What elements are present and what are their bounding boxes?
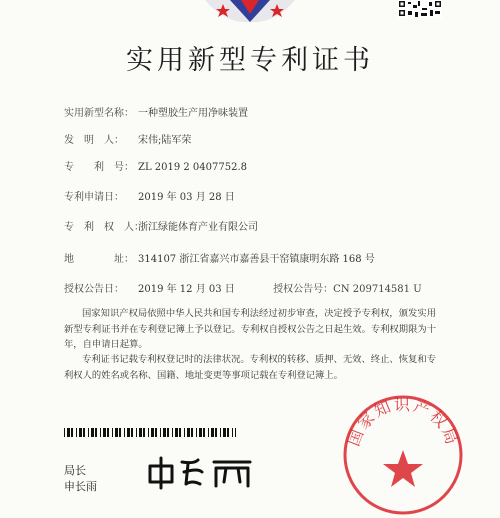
certificate-emblem <box>195 0 305 24</box>
certificate-title: 实用新型专利证书 <box>126 45 374 76</box>
barcode <box>64 428 236 437</box>
director-signature <box>142 454 262 490</box>
field-application-date: 专利申请日： 2019 年 03 月 28 日 <box>64 192 235 203</box>
field-name: 实用新型名称： 一种塑胶生产用净味装置 <box>64 108 248 119</box>
announcement-label: 授权公告号： <box>273 284 334 295</box>
field-inventor: 发 明 人： 宋伟;陆军荣 <box>64 135 192 146</box>
director-name: 申长雨 <box>64 480 97 493</box>
official-seal <box>340 392 466 518</box>
field-patent-number: 专 利 号： ZL 2019 2 0407752.8 <box>64 162 248 173</box>
announcement-value: CN 209714581 U <box>333 284 422 295</box>
director-title: 局长 <box>64 464 86 477</box>
paragraph-grant: 国家知识产权局依照中华人民共和国专利法经过初步审查，决定授予专利权，颁发实用新型专利证书并在专利登记簿上予以登记。专利权自授权公告之日起生效。专利权期限为十年，自申请日起算。 <box>64 308 436 350</box>
field-patentee: 专 利 权 人：浙江绿能体育产业有限公司 <box>64 222 258 233</box>
svg-text:国家知识产权局: 国家知识产权局 <box>343 395 463 449</box>
field-address: 地 址： 314107 浙江省嘉兴市嘉善县干窑镇康明东路 168 号 <box>64 254 375 265</box>
field-grant-date: 授权公告日： 2019 年 12 月 03 日 授权公告号：CN 209714581 U <box>64 284 422 295</box>
qr-code <box>398 0 442 18</box>
paragraph-legal-status: 专利证书记载专利权登记时的法律状况。专利权的转移、质押、无效、终止、恢复和专利权人的姓名或名称、国籍、地址变更等事项记载在专利登记簿上。 <box>64 354 436 381</box>
